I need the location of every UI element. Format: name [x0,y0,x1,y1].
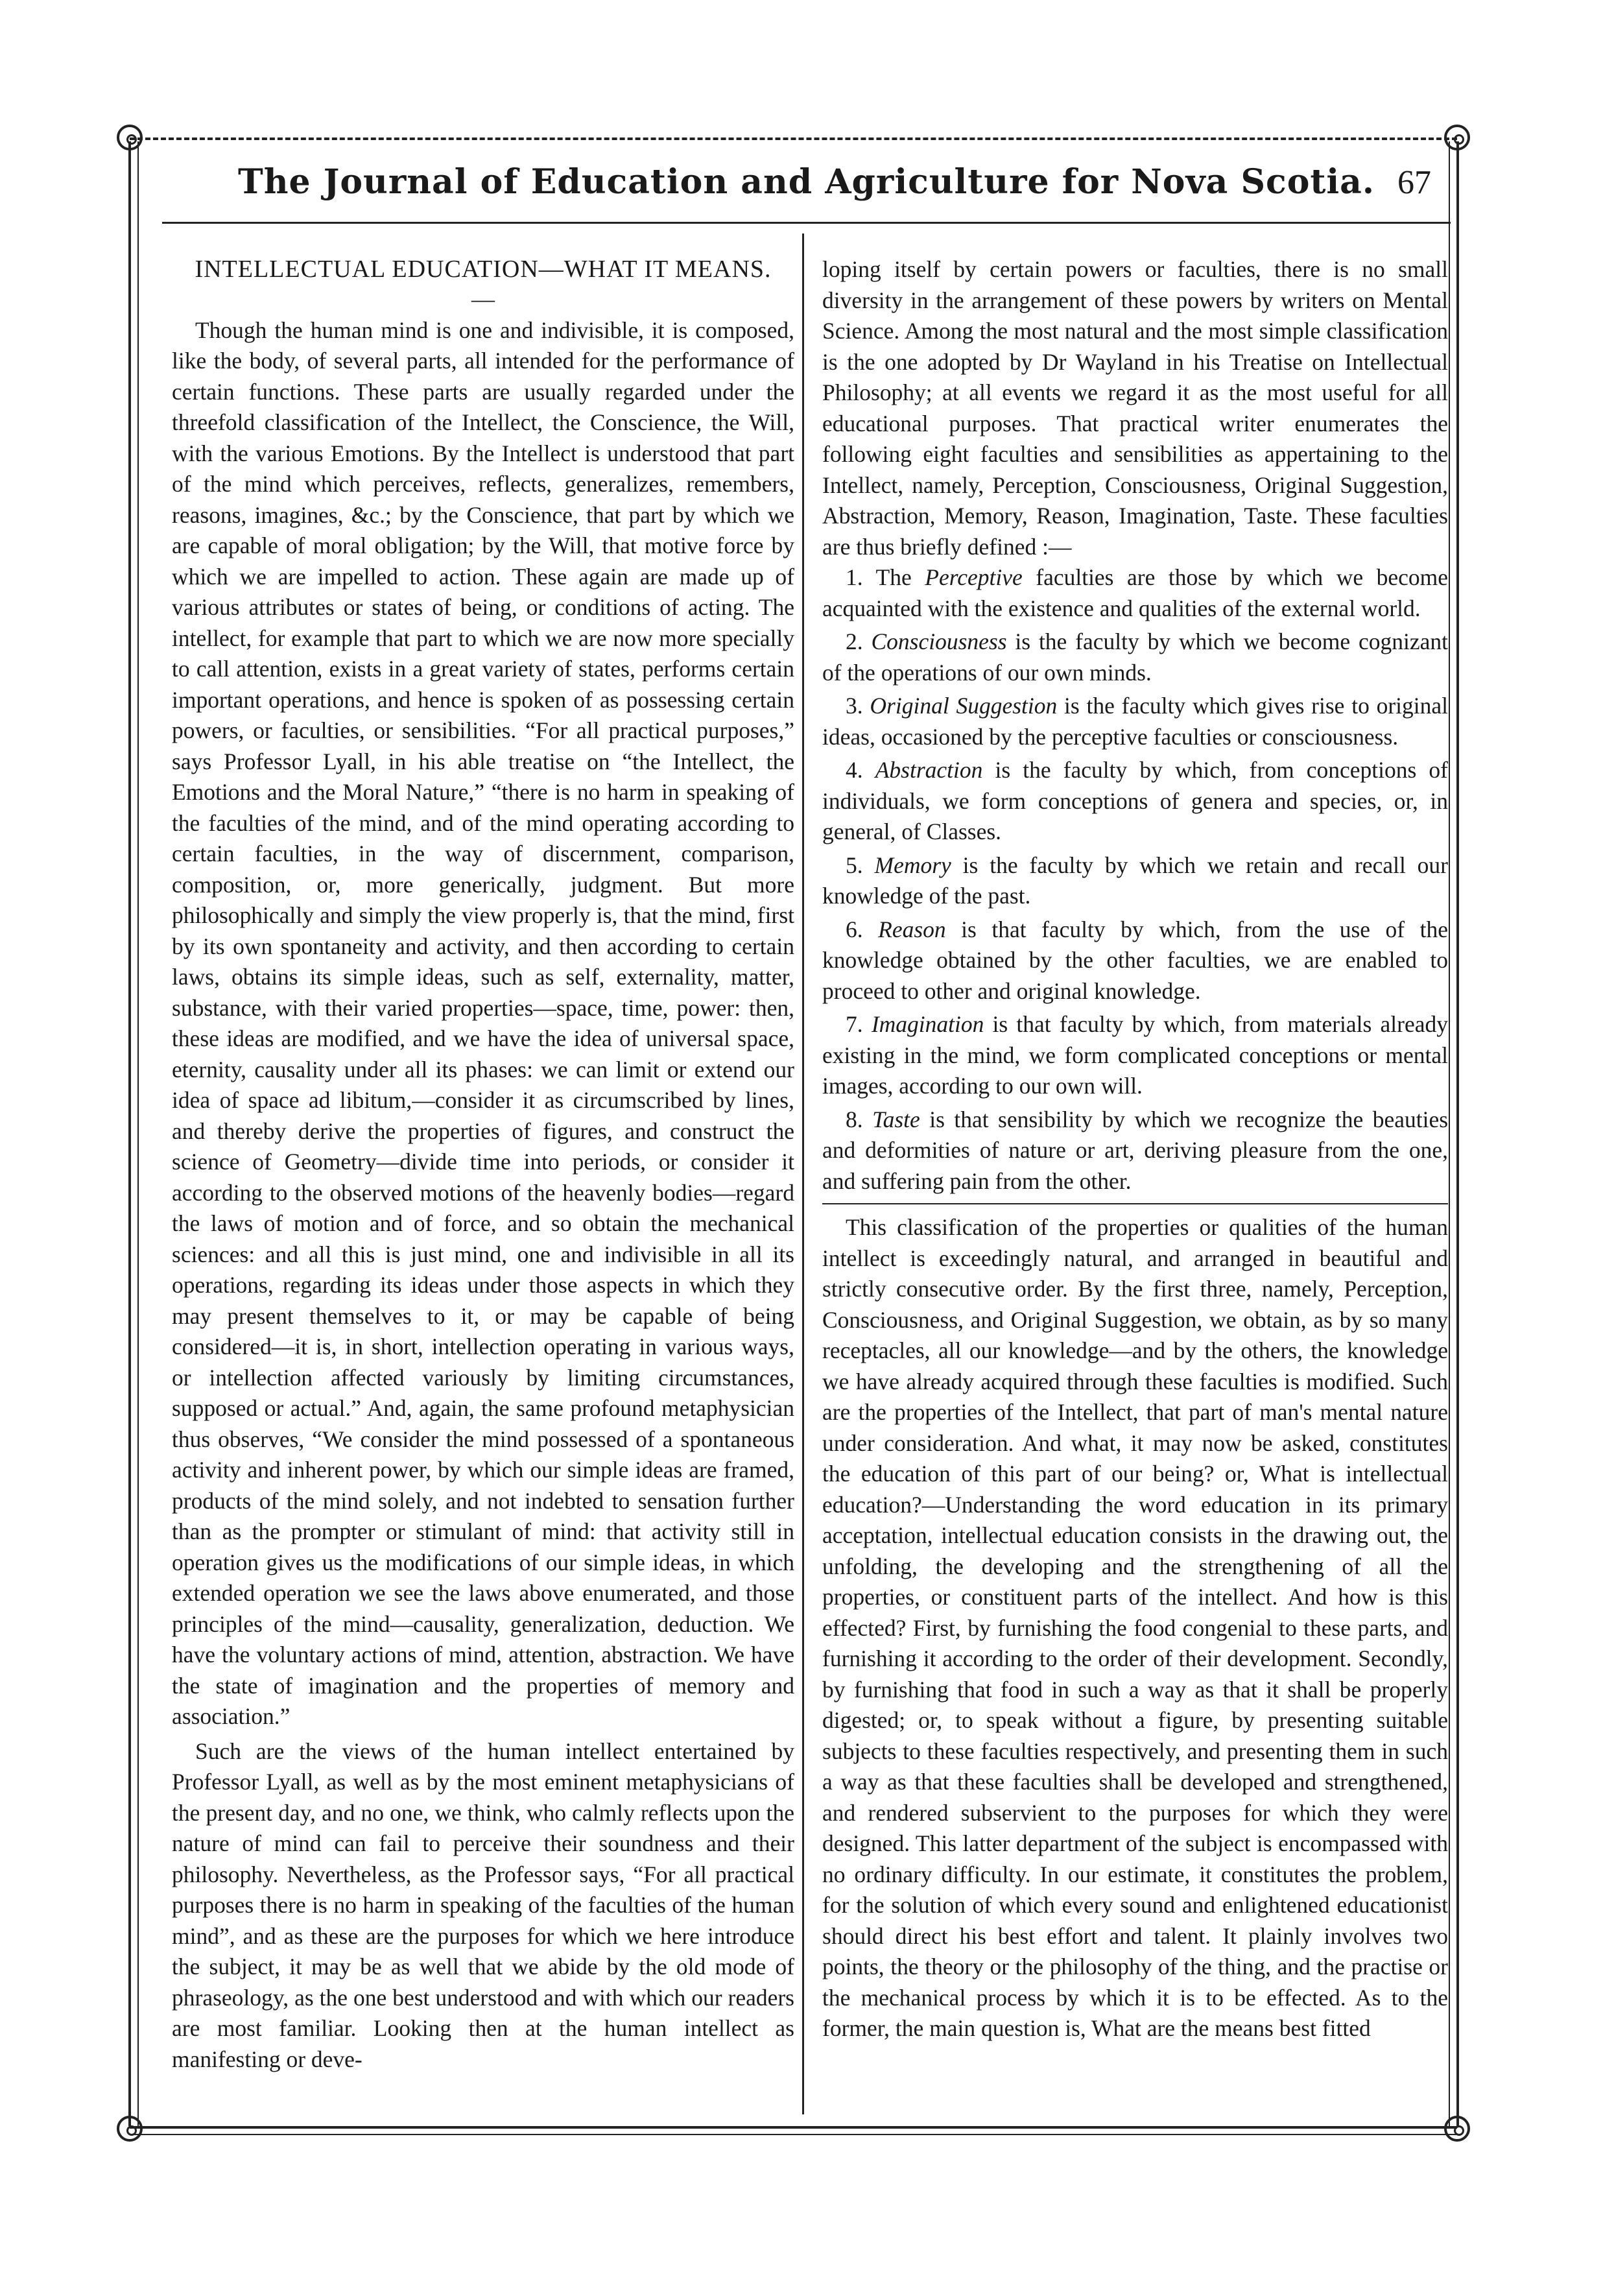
faculty-definition: is the faculty which gives rise to original ideas, occasioned by the perceptive faculties or consciousness. [822,693,1449,750]
faculty-prefix: The [875,564,925,590]
faculty-term: Taste [872,1106,920,1132]
paragraph-continued: loping itself by certain powers or faculties, there is no small diversity in the arrangement of these powers by writers on Mental Science. Among the most natural and the most simple classification is the one adopted by Dr Wayland in his Treatise on Intellectual Philosophy; at all events we regard it as the most useful for all educational purposes. That practical writer enumerates the following eight faculties and sensibilities as appertaining to the Intellect, namely, Perception, Consciousness, Original Suggestion, Abstraction, Memory, Reason, Imagination, Taste. These faculties are thus briefly defined :— [822,256,1448,560]
faculty-term: Memory [874,852,951,878]
faculty-term: Reason [878,916,946,942]
column-divider [802,233,804,2114]
journal-title: The Journal of Education and Agriculture for Nova Scotia. [238,162,1375,202]
faculty-item [822,627,1448,688]
header-rule [162,222,1451,224]
faculty-definition: is the faculty by which we retain and recall our knowledge of the past. [822,852,1448,909]
right-border-rule-inner [1449,141,1450,2126]
faculty-definition: is that sensibility by which we recognize the beauties and deformities of nature or art, deriving pleasure from the one, and suffering pain from the other. [822,1106,1449,1194]
section-rule [822,1203,1448,1204]
page-number: 67 [1397,164,1431,201]
title-dash: — [471,285,495,312]
faculty-item [822,850,1448,912]
faculty-term: Imagination [871,1011,984,1037]
faculty-term: Consciousness [871,628,1007,654]
faculty-number: 1. [846,564,863,590]
faculty-number: 8. [846,1106,863,1132]
top-border-rule [130,138,1457,140]
faculty-item [822,915,1448,1007]
faculty-definition: is the faculty by which, from conceptions of individuals, we form conceptions of genera and species, or, in general, of Classes. [822,757,1448,844]
faculty-number: 4. [846,757,863,783]
paragraph: This classification of the properties or qualities of the human intellect is exceedingly natural, and arranged in beautiful and strictly consecutive order. By the first three, namely, Perception, Consciousness, and Original Suggestion, we obtain, as by so many receptacles, all our knowledge—and by the others, the knowledge we have already acquired through these faculties is modified. Such are the properties of the Intellect, that part of man's mental nature under consideration. And what, it may now be asked, constitutes the education of this part of our being? or, What is intellectual education?—Understanding the word education in its primary acceptation, intellectual education consists in the drawing out, the unfolding, the developing and the strengthening of all the properties, or constituent parts of the intellect. And how is this effected? First, by furnishing the food congenial to these parts, and furnishing it according to the order of their development. Secondly, by furnishing that food in such a way as that it shall be properly digested; or, to speak without a figure, by presenting suitable subjects to these faculties respectively, and presenting them in such a way as that these faculties shall be developed and strengthened, and rendered subservient to the purposes for which they were designed. This latter department of the subject is encompassed with no ordinary difficulty. In our estimate, it constitutes the problem, for the solution of which every sound and enlightened educationist should direct his best effort and talent. It plainly involves two points, the theory or the philosophy of the thing, and the practise or the mechanical process by which it is to be effected. As to the former, the main question is, What are the means best fitted [822,1214,1448,2041]
faculty-number: 3. [846,693,863,719]
faculty-item [822,691,1448,752]
faculty-term: Original Suggestion [870,693,1058,719]
faculty-term: Abstraction [875,757,983,783]
faculty-definition: is that faculty by which, from the use of the knowledge obtained by the other faculties, we are enabled to proceed to other and original knowledge. [822,916,1448,1004]
faculty-number: 7. [846,1011,863,1037]
left-border-rule [128,141,131,2126]
faculty-item [822,755,1448,848]
bottom-border-rule [130,2126,1457,2129]
faculty-number: 5. [846,852,863,878]
left-border-rule-inner [137,141,139,2126]
bottom-border-rule-inner [130,2134,1457,2135]
faculty-term: Perceptive [925,564,1023,590]
paragraph: Though the human mind is one and indivisible, it is composed, like the body, of several parts, all intended for the performance of certain functions. These parts are usually regarded under the threefold classification of the Intellect, the Conscience, the Will, with the various Emotions. By the Intellect is understood that part of the mind which perceives, reflects, generalizes, remembers, reasons, imagines, &c.; by the Conscience, that part by which we are capable of moral obligation; by the Will, that motive force by which we are impelled to action. These again are made up of various attributes or states of being, or conditions of acting. The intellect, for example that part to which we are now more specially to call attention, exists in a great variety of states, performs certain important operations, and hence is spoken of as possessing certain powers, or faculties, or sensibilities. “For all practical purposes,” says Professor Lyall, in his able treatise on “the Intellect, the Emotions and the Moral Nature,” “there is no harm in speaking of the faculties of the mind, and of the mind operating according to certain faculties, in the way of discernment, comparison, composition, or, more generically, judgment. But more philosophically and simply the view properly is, that the mind, first by its own spontaneity and activity, and then according to certain laws, obtains its simple ideas, such as self, externality, matter, substance, with their varied properties—space, time, power: then, these ideas are modified, and we have the idea of universal space, eternity, causality under all its phases: we can limit or extend our idea of space ad libitum,—consider it as circumscribed by lines, and thereby derive the properties of figures, and construct the science of Geometry—divide time into periods, or consider it according to the observed motions of the heavenly bodies—regard the laws of motion and of force, and so obtain the mechanical sciences: and all this is just mind, one and indivisible in all its operations, regarding its ideas under those aspects in which they may present themselves to it, or may be capable of being considered—it is, in short, intellection operating in various ways, or intellection affected variously by limiting circumstances, supposed or actual.” And, again, the same profound metaphysician thus observes, “We consider the mind possessed of a spontaneous activity and inherent power, by which our simple ideas are framed, products of the mind solely, and not indebted to sensation further than as the prompter or stimulant of mind: that activity still in operation gives us the modifications of our simple ideas, in which extended operation we see the laws above enumerated, and those principles of the mind—causality, generalization, deduction. We have the voluntary actions of mind, attention, abstraction. We have the state of imagination and the properties of memory and association.” [172,317,794,1729]
faculty-number: 6. [846,916,863,942]
faculty-item [822,1105,1448,1197]
article-title: INTELLECTUAL EDUCATION—WHAT IT MEANS. [195,256,772,283]
right-border-rule [1456,141,1459,2126]
running-head [175,162,1438,214]
faculty-item [822,562,1448,624]
faculty-number: 2. [846,628,863,654]
right-column [822,254,1448,2044]
faculty-definition: is that faculty by which, from materials already existing in the mind, we form complicated conceptions or mental images, according to our own will. [822,1011,1448,1099]
faculty-item [822,1009,1448,1102]
faculty-definition: is the faculty by which we become cognizant of the operations of our own minds. [822,628,1449,686]
faculty-definition: faculties are those by which we become acquainted with the existence and qualities of the external world. [822,564,1448,621]
faculty-list [822,562,1448,1197]
paragraph: Such are the views of the human intellect entertained by Professor Lyall, as well as by the most eminent metaphysicians of the present day, and no one, we think, who calmly reflects upon the nature of mind can fail to perceive their soundness and their philosophy. Nevertheless, as the Professor says, “For all practical purposes there is no harm in speaking of the faculties of the human mind”, and as these are the purposes for which we here introduce the subject, it may be as well that we abide by the old mode of phraseology, as the one best understood and with which our readers are most familiar. Looking then at the human intellect as manifesting or deve- [172,1738,794,2072]
left-column [172,254,794,2075]
